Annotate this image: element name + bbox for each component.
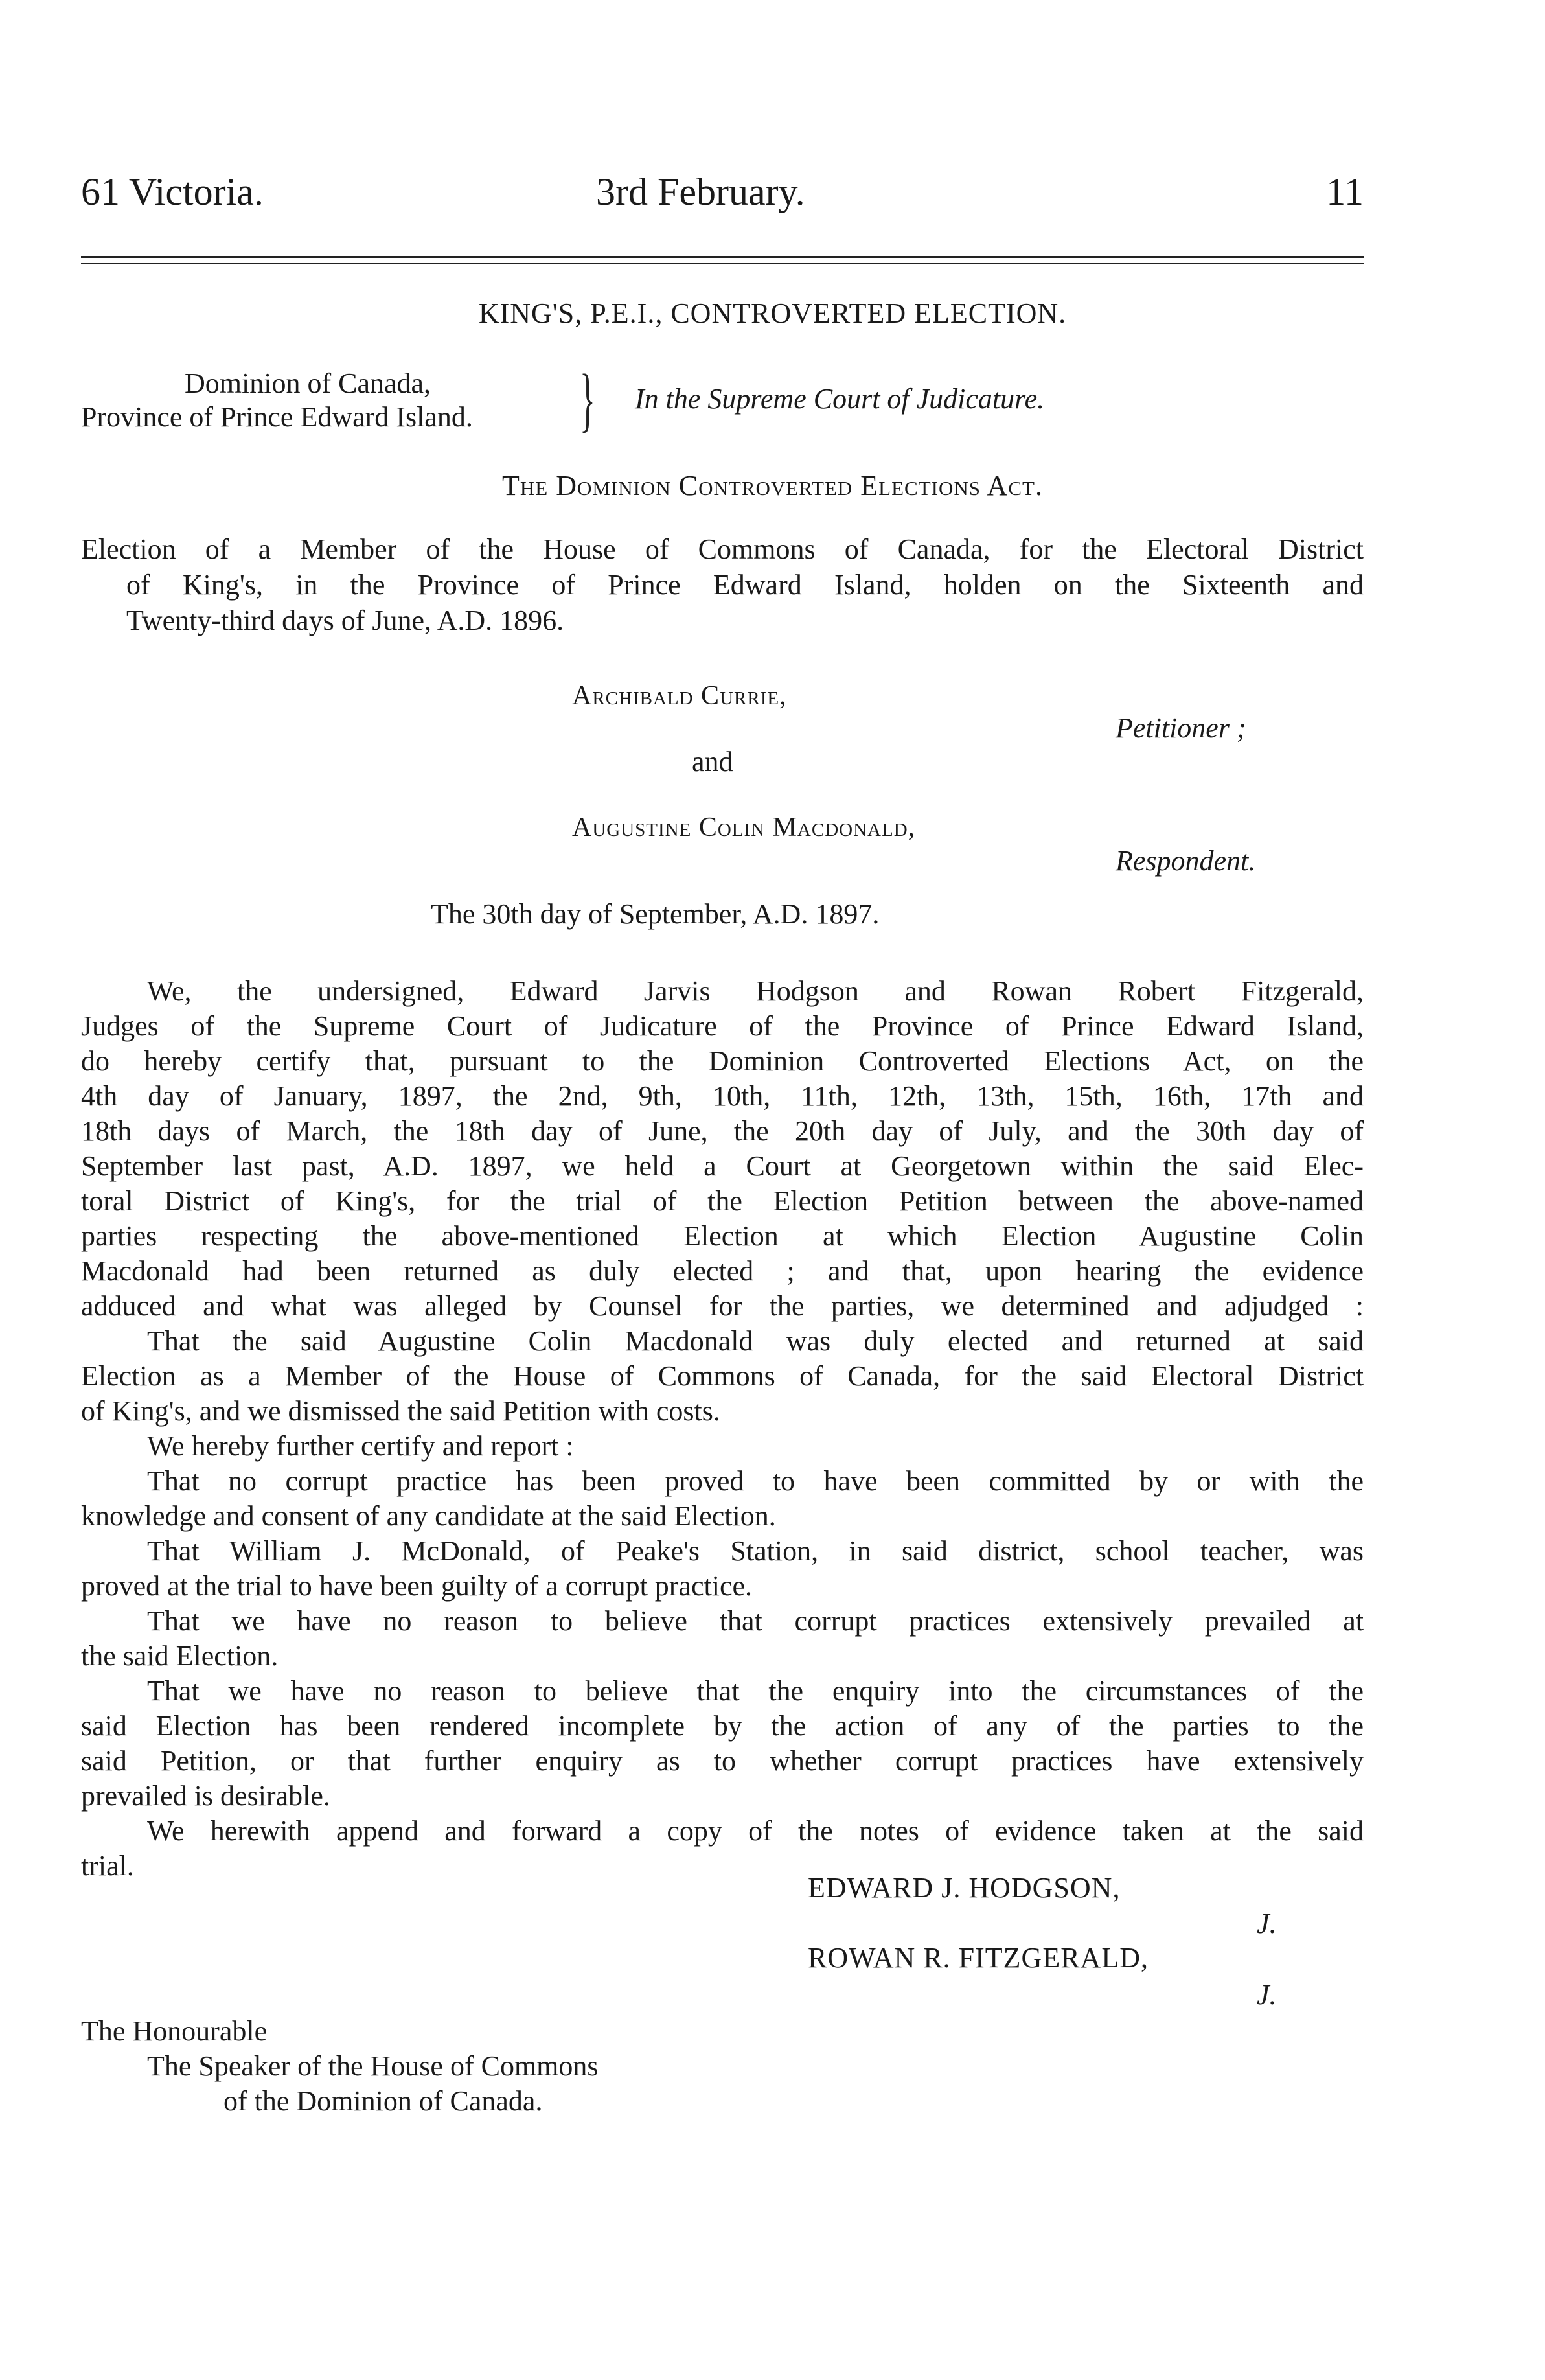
header-date: 3rd February. [596, 170, 805, 213]
respondent-name: Augustine Colin Macdonald, [572, 813, 916, 842]
body-line: We hereby further certify and report : [147, 1430, 574, 1462]
addressee-line: The Honourable [81, 2015, 268, 2047]
election-line: of King's, in the Province of Prince Edward Island, holden on the Sixteenth and [126, 569, 1364, 601]
election-description [81, 531, 1364, 638]
petitioner-role: Petitioner ; [1116, 712, 1246, 744]
body-line: We, the undersigned, Edward Jarvis Hodgson and Rowan Robert Fitzgerald, [147, 975, 1364, 1007]
body-line: said Election has been rendered incomplete by the action of any of the parties to the [81, 1710, 1364, 1742]
and-conjunction: and [692, 746, 733, 778]
body-line: September last past, A.D. 1897, we held a Court at Georgetown within the said Elec- [81, 1150, 1364, 1182]
body-line: 4th day of January, 1897, the 2nd, 9th, 10th, 11th, 12th, 13th, 15th, 16th, 17th and [81, 1080, 1364, 1112]
body-line: That William J. McDonald, of Peake's Station, in said district, school teacher, was [147, 1535, 1364, 1567]
act-heading: The Dominion Controverted Elections Act. [502, 470, 1043, 502]
brace-glyph: } [580, 360, 595, 439]
signature-fitzgerald: ROWAN R. FITZGERALD, [808, 1942, 1149, 1974]
body-line: That we have no reason to believe that the enquiry into the circumstances of the [147, 1675, 1364, 1707]
judge-mark-1: J. [1257, 1908, 1277, 1939]
petitioner-name: Archibald Currie, [572, 681, 787, 711]
caption-line-2: Province of Prince Edward Island. [81, 401, 473, 433]
body-line: adduced and what was alleged by Counsel for the parties, we determined and adjudged : [81, 1290, 1364, 1322]
body-line: the said Election. [81, 1640, 279, 1672]
body-line: parties respecting the above-mentioned Election at which Election Augustine Colin [81, 1220, 1364, 1252]
body-line: trial. [81, 1850, 134, 1882]
body-line: prevailed is desirable. [81, 1780, 330, 1812]
body-line: of King's, and we dismissed the said Petition with costs. [81, 1395, 720, 1427]
body-line: That we have no reason to believe that corrupt practices extensively prevailed at [147, 1605, 1364, 1637]
respondent-role: Respondent. [1116, 845, 1256, 877]
header-rule-thin [81, 263, 1364, 264]
document-title: KING'S, P.E.I., CONTROVERTED ELECTION. [478, 297, 1067, 329]
body-line: Election as a Member of the House of Commons of Canada, for the said Electoral District [81, 1360, 1364, 1392]
body-line: toral District of King's, for the trial of the Election Petition between the above-named [81, 1185, 1364, 1217]
addressee-block [81, 2014, 599, 2119]
body-line: 18th days of March, the 18th day of June, the 20th day of July, and the 30th day of [81, 1115, 1364, 1147]
signature-hodgson: EDWARD J. HODGSON, [808, 1872, 1121, 1904]
report-body [81, 974, 1364, 1884]
body-line: proved at the trial to have been guilty of a corrupt practice. [81, 1570, 753, 1602]
jurisdiction-caption [81, 360, 599, 439]
page-header [81, 170, 1364, 222]
body-line: That the said Augustine Colin Macdonald was duly elected and returned at said [147, 1325, 1364, 1357]
election-line: Election of a Member of the House of Commons of Canada, for the Electoral District [81, 533, 1364, 565]
page-number: 11 [1326, 170, 1364, 213]
report-date: The 30th day of September, A.D. 1897. [431, 898, 880, 930]
body-line: That no corrupt practice has been proved to have been committed by or with the [147, 1465, 1364, 1497]
body-line: We herewith append and forward a copy of the notes of evidence taken at the said [147, 1815, 1364, 1847]
body-line: do hereby certify that, pursuant to the Dominion Controverted Elections Act, on the [81, 1045, 1364, 1077]
session-label: 61 Victoria. [81, 170, 264, 213]
body-line: Macdonald had been returned as duly elected ; and that, upon hearing the evidence [81, 1255, 1364, 1287]
judge-mark-2: J. [1257, 1979, 1277, 2011]
court-name: In the Supreme Court of Judicature. [635, 383, 1045, 415]
addressee-line: The Speaker of the House of Commons [147, 2050, 599, 2082]
body-line: said Petition, or that further enquiry as to whether corrupt practices have extensively [81, 1745, 1364, 1777]
election-line: Twenty-third days of June, A.D. 1896. [126, 605, 564, 636]
body-line: knowledge and consent of any candidate at the said Election. [81, 1500, 776, 1532]
addressee-line: of the Dominion of Canada. [223, 2085, 543, 2117]
caption-line-1: Dominion of Canada, [185, 367, 431, 399]
body-line: Judges of the Supreme Court of Judicature of the Province of Prince Edward Island, [81, 1010, 1364, 1042]
header-rule-thick [81, 256, 1364, 258]
